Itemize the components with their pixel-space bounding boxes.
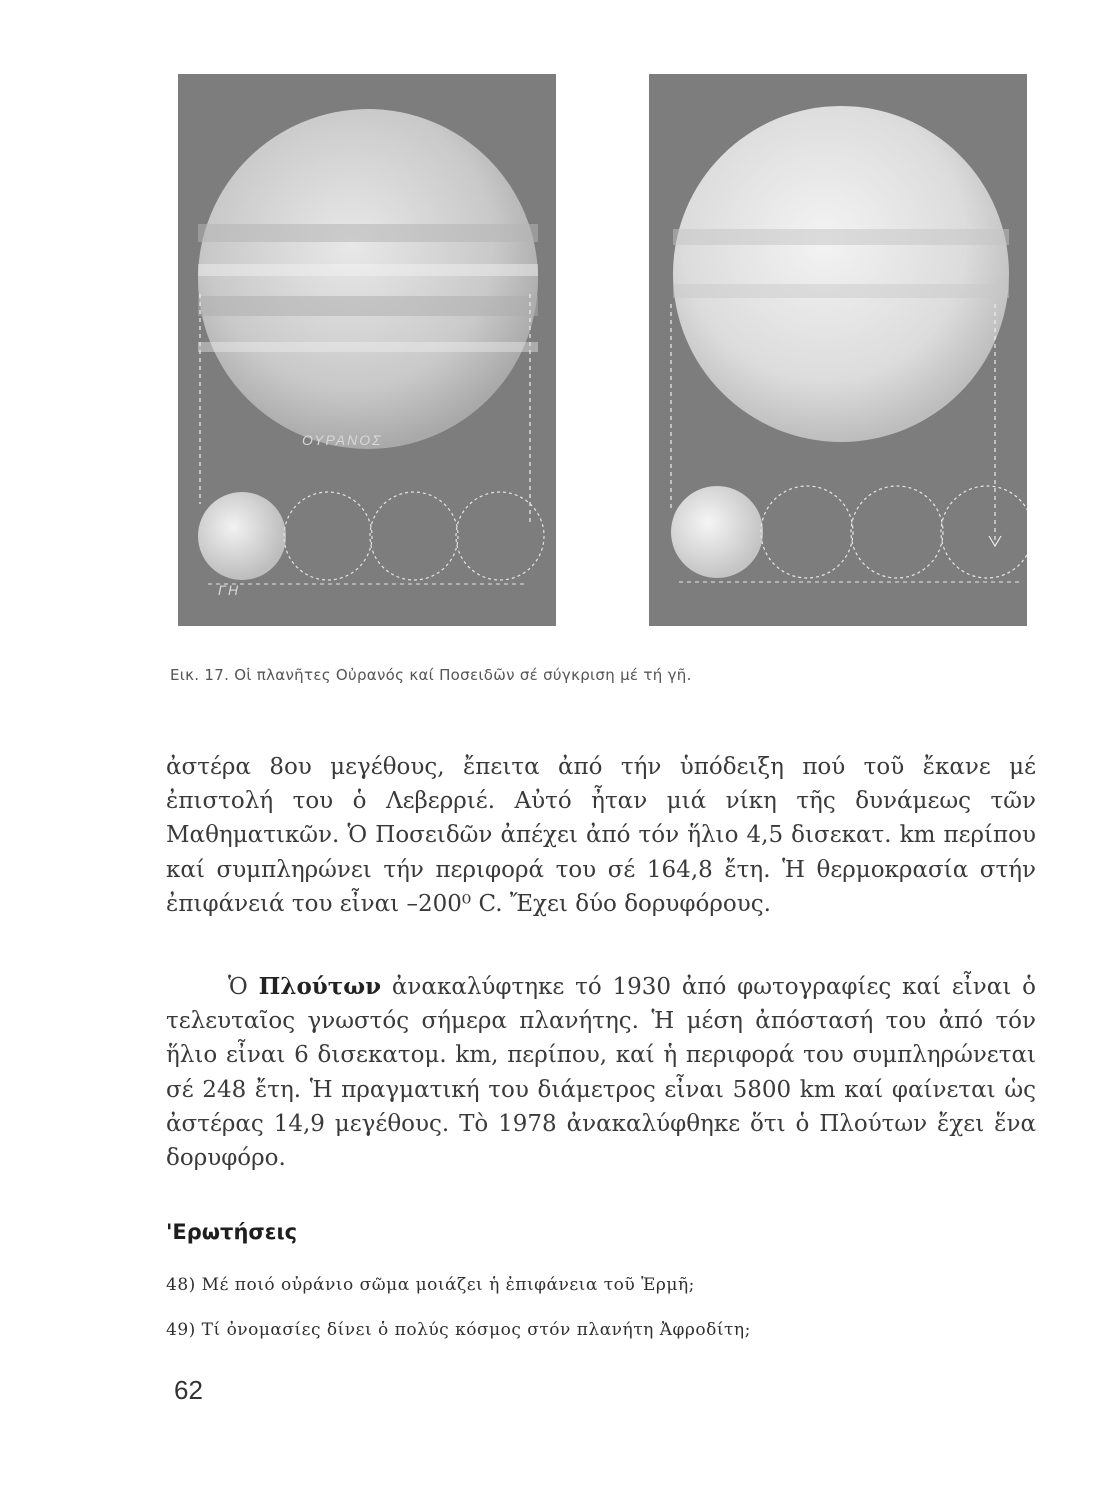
uranus-figure	[178, 74, 556, 626]
page-number: 62	[174, 1375, 203, 1405]
paragraph-neptune: ἀστέρα 8ου μεγέθους, ἔπειτα ἀπό τήν ὑπόδειξη πού τοῦ ἔκανε μέ ἐπιστολή του ὁ Λεβερριέ. Αὐτό ἦταν μιά νίκη τῆς δυνάμεως τῶν Μαθηματικῶν. Ὁ Ποσειδῶν ἀπέχει ἀπό τόν ἥλιο 4,5 δισεκατ. km περίπου καί συμπληρώνει τήν περιφορά του σέ 164,8 ἔτη. Ἡ θερμοκρασία στήν ἐπιφάνειά του εἶναι –200⁰ C. Ἔχει δύο δορυφόρους.	[166, 754, 1036, 917]
uranus-disc	[198, 109, 538, 449]
earth-disc	[198, 492, 286, 580]
uranus-illustration	[178, 74, 556, 626]
paragraph-pluto	[166, 970, 1036, 1175]
uranus-label: ΟΥΡΑΝΟΣ	[302, 432, 383, 448]
question-48: 48) Μέ ποιό οὐράνιο σῶμα μοιάζει ἡ ἐπιφάνεια τοῦ Ἑρμῆ;	[166, 1275, 695, 1295]
questions-heading: 'Ερωτήσεις	[166, 1220, 298, 1244]
earth-label: ΓΗ	[218, 582, 241, 598]
neptune-figure	[649, 74, 1027, 626]
neptune-disc	[673, 106, 1009, 442]
earth-disc	[671, 486, 763, 578]
pluto-name: Πλούτων	[258, 973, 382, 1000]
neptune-illustration	[649, 74, 1027, 626]
figure-caption: Εικ. 17. Οἱ πλανῆτες Οὐρανός καί Ποσειδῶν σέ σύγκριση μέ τή γῆ.	[170, 666, 692, 684]
question-49: 49) Τί ὀνομασίες δίνει ὁ πολύς κόσμος στόν πλανήτη Ἀφροδίτη;	[166, 1320, 751, 1340]
paragraph-pluto-lead: Ὁ	[228, 974, 259, 1000]
paragraph-pluto-text: ἀνακαλύφτηκε τό 1930 ἀπό φωτογραφίες καί εἶναι ὁ τελευταῖος γνωστός σήμερα πλανήτης. Ἡ μέση ἀπόστασή του ἀπό τόν ἥλιο εἶναι 6 δισεκατομ. km, περίπου, καί ἡ περιφορά του συμπληρώνεται σέ 248 ἔτη. Ἡ πραγματική του διάμετρος εἶναι 5800 km καί φαίνεται ὡς ἀστέρας 14,9 μεγέθους. Τὸ 1978 ἀνακαλύφθηκε ὅτι ὁ Πλούτων ἔχει ἕνα δορυφόρο.	[166, 974, 1037, 1172]
